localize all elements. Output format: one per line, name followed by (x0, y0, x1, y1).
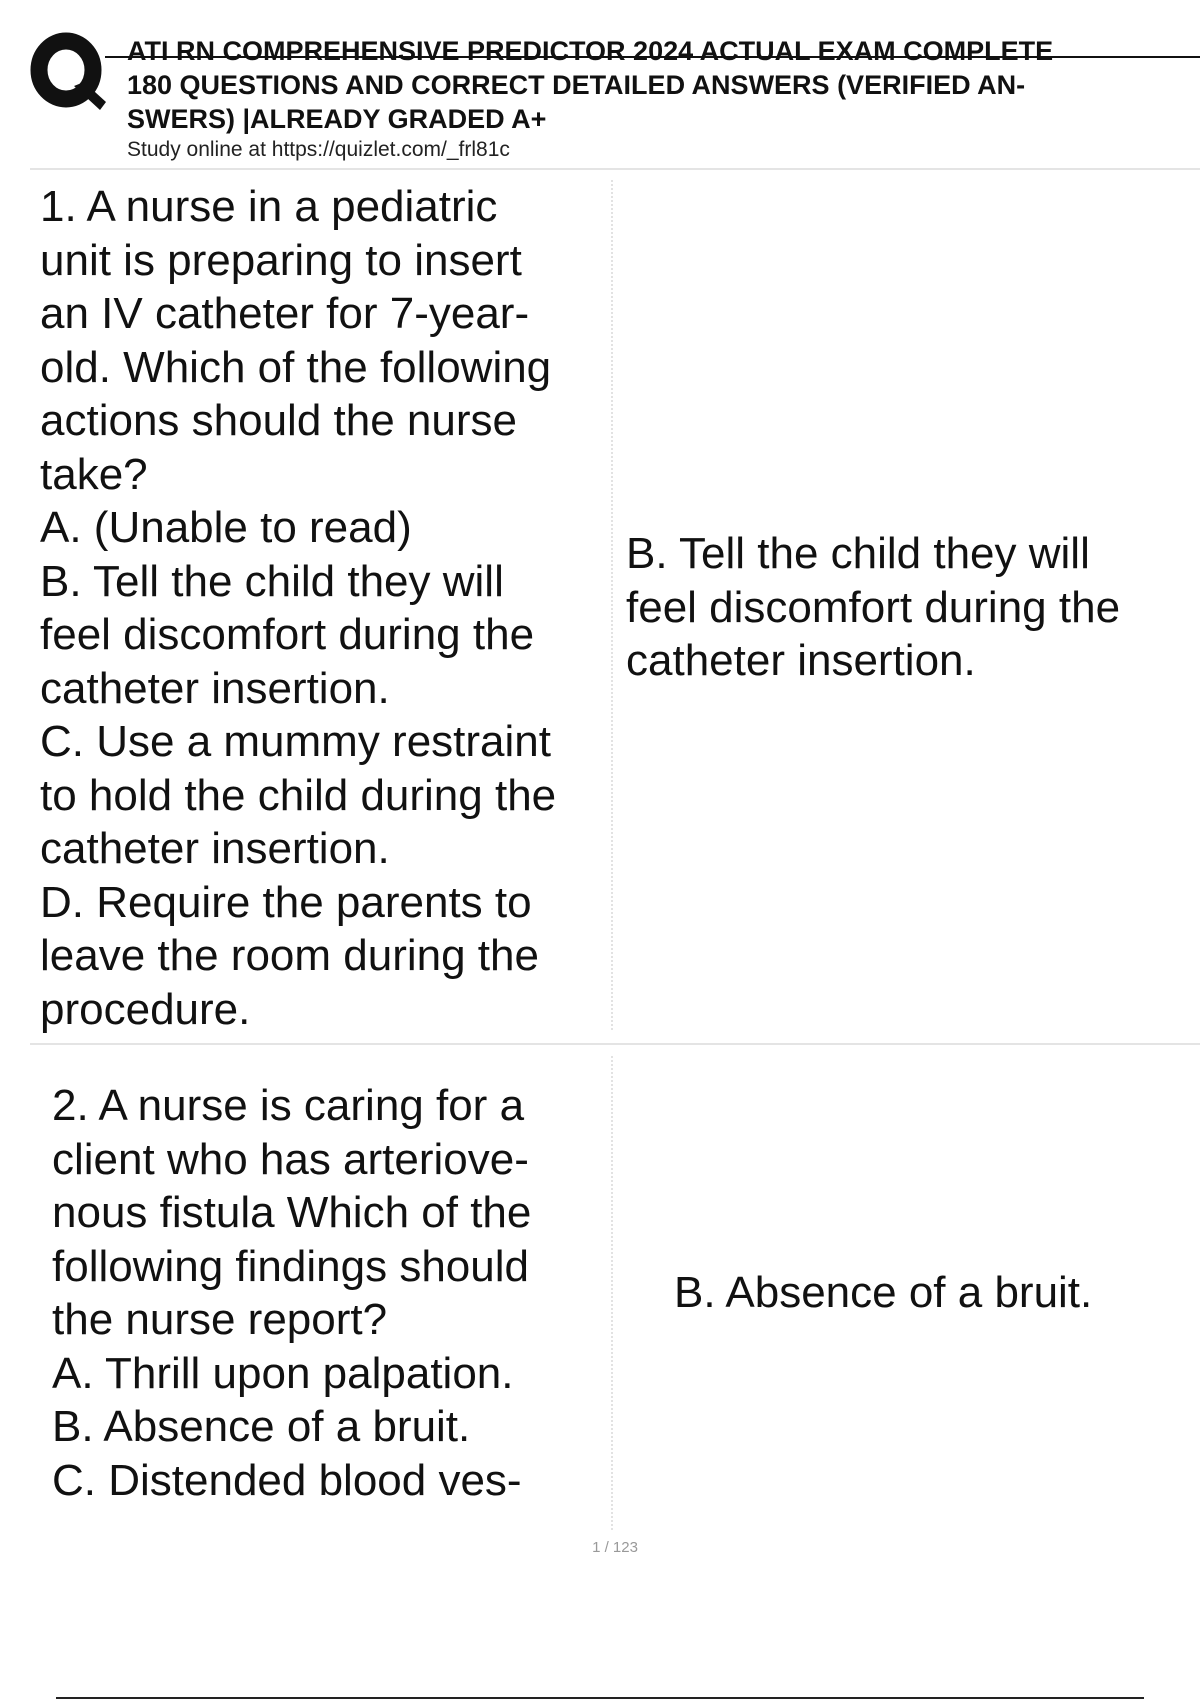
question-line: B. Tell the child they will (40, 556, 504, 606)
card-divider (30, 1043, 1200, 1045)
title-line: SWERS) |ALREADY GRADED A+ (127, 104, 547, 134)
title-line: ATI RN COMPREHENSIVE PREDICTOR 2024 ACTUAL EXAM COMPLETE (127, 36, 1054, 66)
question-line: D. Require the parents to (40, 877, 532, 927)
document-header (0, 0, 1200, 170)
answer-1-text (626, 527, 1120, 688)
question-line: old. Which of the following (40, 342, 552, 392)
question-line: catheter insertion. (40, 663, 390, 713)
quizlet-q-logo-icon (30, 30, 108, 114)
question-line: C. Distended blood ves- (52, 1455, 522, 1505)
question-line: feel discomfort during the (40, 610, 535, 659)
answer-line: feel discomfort during the (626, 582, 1121, 632)
question-line: an IV catheter for 7-year- (40, 289, 530, 338)
question-line: A. Thrill upon palpation. (52, 1348, 514, 1398)
card-divider (30, 168, 1200, 170)
question-line: C. Use a mummy restraint (40, 717, 551, 766)
question-line: catheter insertion. (40, 824, 390, 873)
question-1-text (40, 180, 556, 1036)
question-line: leave the room during the (40, 931, 539, 980)
question-line: nous fistula Which of the (52, 1188, 532, 1237)
question-line: actions should the nurse (40, 396, 517, 445)
question-line: unit is preparing to insert (40, 235, 522, 285)
study-online-link[interactable]: Study online at https://quizlet.com/_frl81c (127, 138, 510, 161)
question-line: the nurse report? (52, 1295, 388, 1344)
question-line: to hold the child during the (40, 770, 557, 820)
question-line: procedure. (40, 984, 251, 1034)
question-line: 1. A nurse in a pediatric (40, 182, 498, 231)
question-line: take? (40, 449, 148, 499)
answer-line: B. Absence of a bruit. (674, 1268, 1093, 1317)
question-line: client who has arteriove- (52, 1134, 529, 1184)
answer-2-text (674, 1266, 1092, 1320)
document-title (127, 34, 1200, 136)
question-line: A. (Unable to read) (40, 503, 412, 552)
title-line: 180 QUESTIONS AND CORRECT DETAILED ANSWERS (VERIFIED AN- (127, 70, 1026, 100)
question-line: B. Absence of a bruit. (52, 1402, 471, 1451)
page-number: 1 / 123 (592, 1539, 638, 1556)
footer-rule (56, 1697, 1144, 1699)
answer-line: catheter insertion. (626, 636, 976, 685)
column-divider (611, 1056, 613, 1530)
question-2-text (52, 1079, 531, 1507)
question-line: following findings should (52, 1241, 529, 1291)
question-line: 2. A nurse is caring for a (52, 1081, 525, 1130)
answer-line: B. Tell the child they will (626, 529, 1090, 578)
column-divider (611, 180, 613, 1030)
